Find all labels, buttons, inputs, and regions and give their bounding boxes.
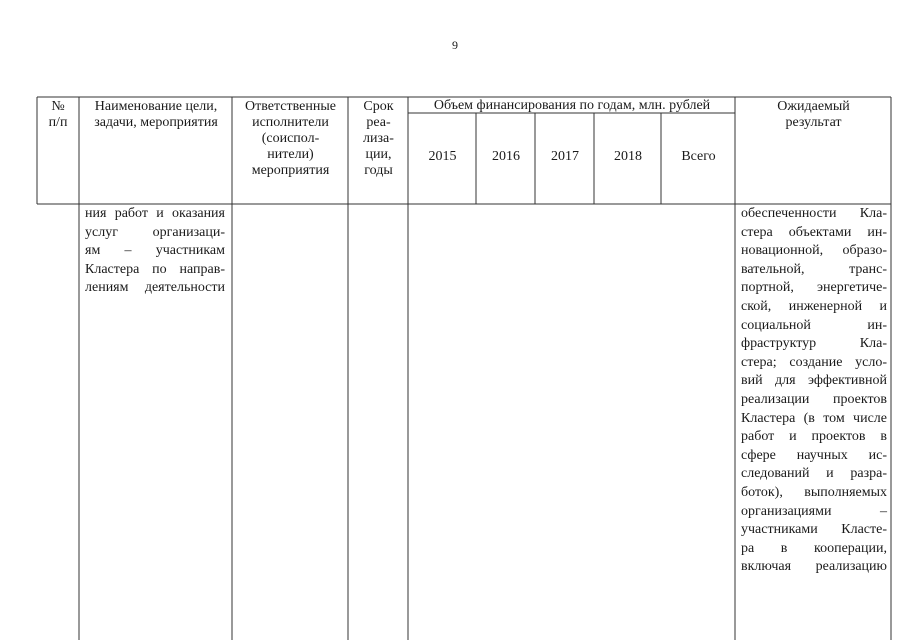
header-term-line: Срок — [363, 99, 394, 114]
row-result-line: ра в кооперации, — [741, 540, 887, 556]
header-term-line: годы — [364, 163, 393, 178]
row-result-line: Кластера (в том числе — [741, 410, 887, 426]
row-result-text — [741, 205, 887, 577]
header-term-line: ции, — [365, 147, 392, 162]
row-result-line: боток), выполняемых — [741, 484, 887, 500]
row-result-line: ской, инженерной и — [741, 298, 887, 314]
row-result-line: вий для эффективной — [741, 373, 887, 389]
row-result-line: фраструктур Кла- — [741, 336, 887, 352]
header-result — [736, 99, 891, 131]
row-result-line: работ и проектов в — [741, 429, 887, 445]
row-result-line: участниками Класте- — [741, 522, 887, 538]
header-term — [349, 99, 408, 179]
row-result-line: обеспеченности Кла- — [741, 206, 887, 221]
header-year-2015: 2015 — [428, 149, 457, 164]
header-responsible-line: (соиспол- — [261, 131, 320, 146]
row-result-line: стера; создание усло- — [741, 354, 887, 370]
header-name — [80, 99, 232, 131]
row-name-line: услуг организаци- — [85, 224, 225, 240]
row-name-text — [85, 205, 225, 298]
row-result-line: вательной, транс- — [741, 261, 887, 277]
header-responsible-line: Ответственные — [245, 99, 336, 114]
row-result-line: социальной ин- — [741, 317, 887, 333]
header-name-line: задачи, мероприятия — [94, 115, 218, 130]
row-name-line: Кластера по направ- — [85, 261, 225, 277]
header-num — [38, 99, 78, 131]
header-total: Всего — [681, 149, 716, 164]
header-term-line: лиза- — [363, 131, 394, 146]
row-result-line: портной, энергетиче- — [741, 280, 887, 296]
header-funding: Объем финансирования по годам, млн. рублей — [433, 98, 711, 113]
header-name-line: Наименование цели, — [94, 99, 218, 114]
row-result-line: включая реализацию — [741, 559, 887, 575]
header-year-2016: 2016 — [492, 149, 520, 164]
row-result-line: стера объектами ин- — [741, 224, 887, 240]
header-year-2017: 2017 — [551, 149, 579, 164]
page-number: 9 — [452, 38, 458, 52]
header-responsible-line: исполнители — [252, 115, 329, 130]
row-name-line: лениям деятельности — [85, 280, 225, 296]
row-result-line: следований и разра- — [741, 466, 887, 482]
header-term-line: реа- — [366, 115, 391, 130]
row-result-line: реализации проектов — [741, 391, 887, 407]
row-name-line: ния работ и оказания — [85, 206, 225, 221]
header-responsible-line: мероприятия — [251, 163, 330, 178]
header-result-line: результат — [785, 115, 842, 130]
header-year-2018: 2018 — [614, 149, 642, 164]
row-result-line: новационной, образо- — [741, 243, 887, 259]
header-num-line: п/п — [48, 115, 68, 130]
row-name-line: ям – участникам — [85, 243, 225, 259]
row-result-line: организациями – — [741, 503, 887, 519]
header-responsible — [233, 99, 348, 179]
header-num-line: № — [51, 99, 65, 114]
row-result-line: сфере научных ис- — [741, 447, 887, 463]
header-responsible-line: нители) — [267, 147, 314, 162]
header-result-line: Ожидаемый — [777, 99, 850, 114]
